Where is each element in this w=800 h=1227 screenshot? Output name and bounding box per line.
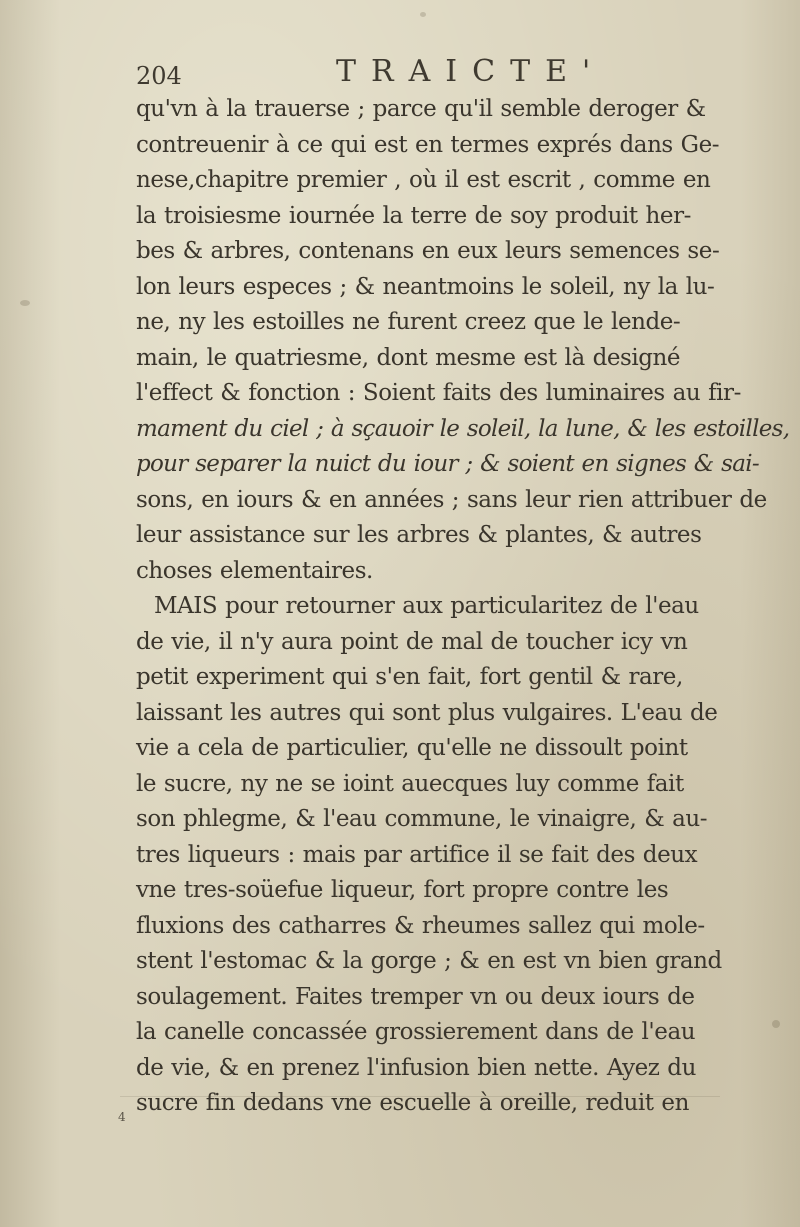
text-line: qu'vn à la trauerse ; parce qu'il semble deroger & [136,96,706,122]
signature-mark: 4 [118,1110,126,1124]
text-line: soulagement. Faites tremper vn ou deux iours de [136,983,695,1010]
text-line: sons, en iours & en années ; sans leur rien attribuer de [136,486,767,513]
text-line: nese,chapitre premier , où il est escrit , comme en [136,167,711,193]
text-line: stent l'estomac & la gorge ; & en est vn bien grand [136,948,722,974]
page-header [136,52,776,92]
text-line: MAIS pour retourner aux particularitez de l'eau [154,593,699,619]
text-line: laissant les autres qui sont plus vulgaires. L'eau de [136,699,718,726]
text-line: lon leurs especes ; & neantmoins le soleil, ny la lu- [136,273,715,300]
text-line: de vie, il n'y aura point de mal de toucher icy vn [136,628,688,655]
text-line: leur assistance sur les arbres & plantes, & autres [136,522,702,548]
text-line: de vie, & en prenez l'infusion bien nette. Ayez du [136,1054,696,1081]
text-line: l'effect & fonction : Soient faits des luminaires au fir- [136,380,741,406]
text-line-italic: mament du ciel ; à sçauoir le soleil, la lune, & les estoilles, [136,415,790,442]
text-line: ne, ny les estoilles ne furent creez que le lende- [136,309,681,335]
text-line: son phlegme, & l'eau commune, le vinaigre, & au- [136,806,708,832]
text-line: tres liqueurs : mais par artifice il se fait des deux [136,841,698,868]
running-head: TRAICTE' [336,54,606,89]
paper-stain [20,300,30,306]
text-line: petit experiment qui s'en fait, fort gentil & rare, [136,664,683,690]
bleed-through-line [120,1096,720,1097]
text-line-italic: pour separer la nuict du iour ; & soient en signes & sai- [136,451,759,477]
text-line: la troisiesme iournée la terre de soy produit her- [136,202,691,229]
text-line: sucre fin dedans vne escuelle à oreille, reduit en [136,1090,689,1116]
text-line: le sucre, ny ne se ioint auecques luy comme fait [136,770,684,797]
text-line: bes & arbres, contenans en eux leurs semences se- [136,238,720,264]
paper-stain [772,1020,780,1028]
text-line: vie a cela de particulier, qu'elle ne dissoult point [136,735,688,761]
body-text [136,92,790,1122]
text-line: vne tres-soüefue liqueur, fort propre contre les [136,877,669,903]
text-line: fluxions des catharres & rheumes sallez qui mole- [136,912,705,939]
text-line: la canelle concassée grossierement dans de l'eau [136,1019,696,1045]
text-line: contreuenir à ce qui est en termes exprés dans Ge- [136,131,720,158]
text-line: choses elementaires. [136,557,373,584]
page-number: 204 [136,62,182,90]
text-line: main, le quatriesme, dont mesme est là designé [136,344,681,371]
paper-stain [420,12,426,17]
